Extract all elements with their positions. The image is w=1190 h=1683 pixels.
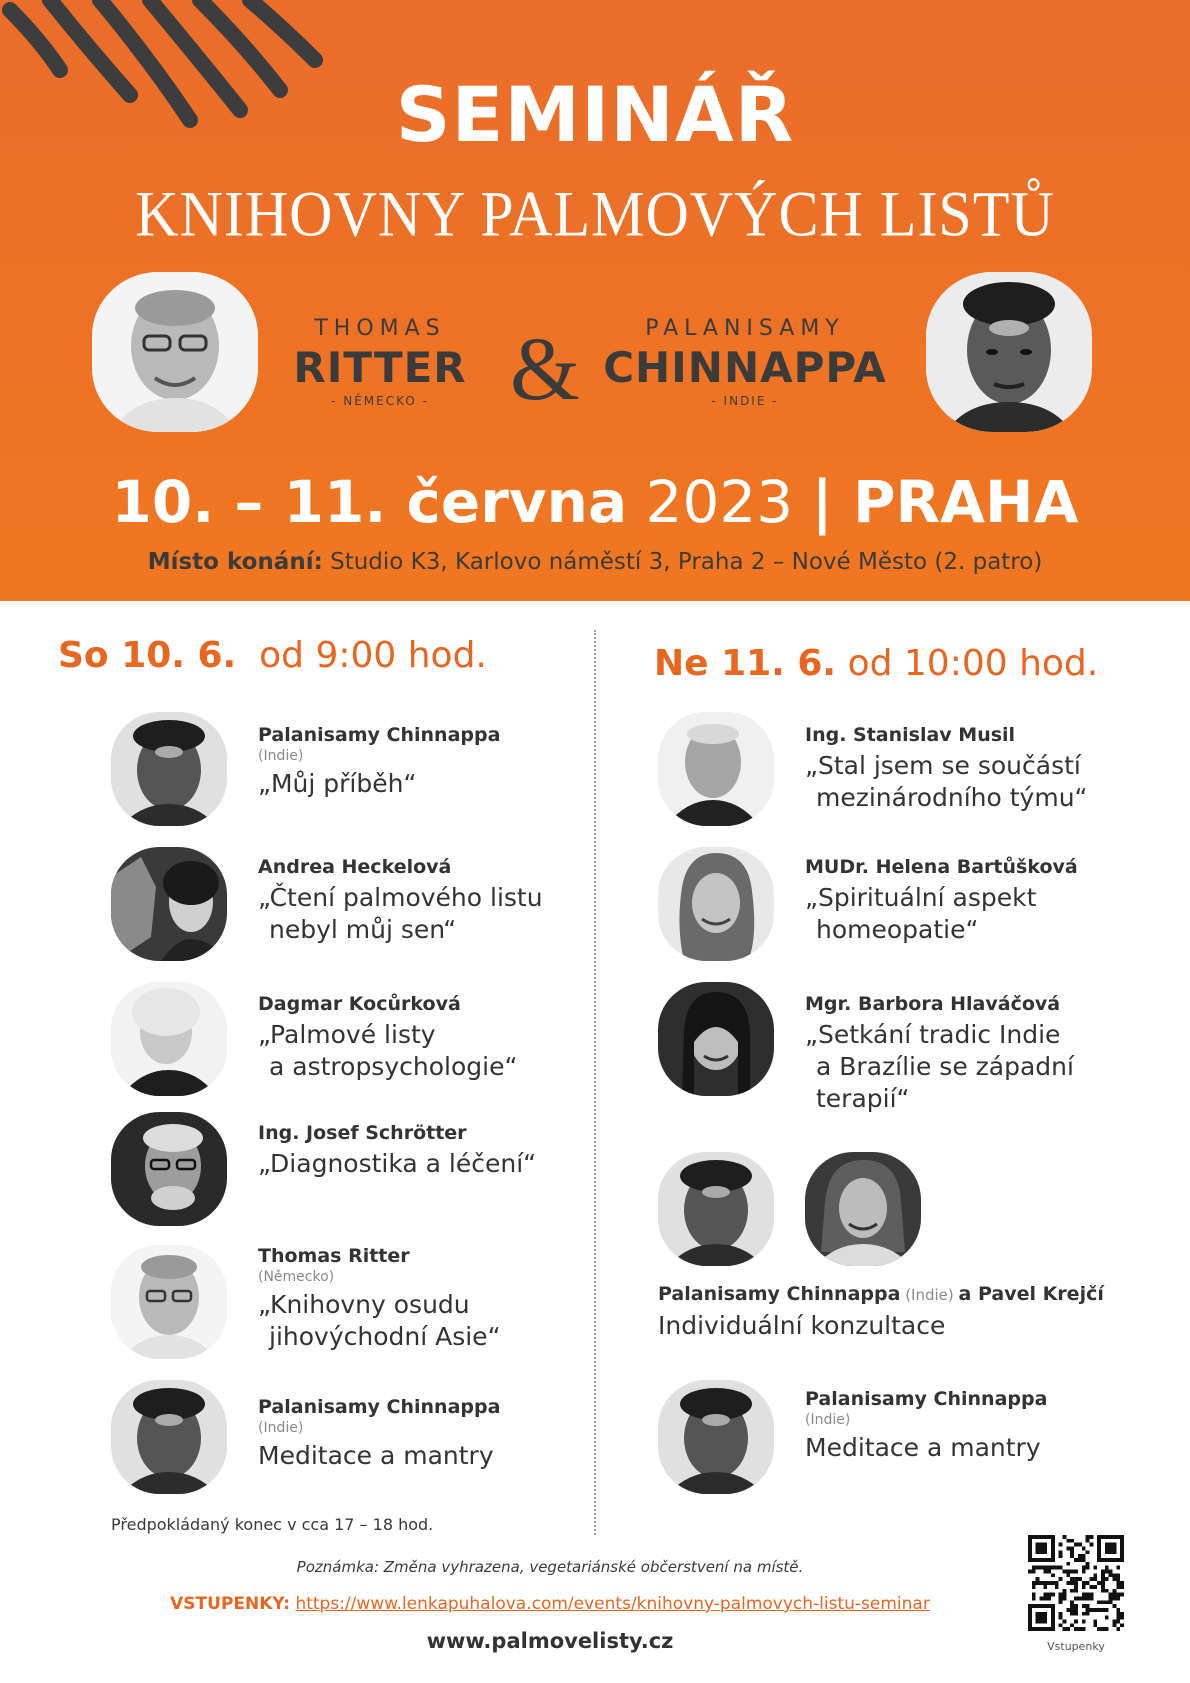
speaker-name: MUDr. Helena Bartůšková [805,856,1078,878]
talk-line-1: „Stal jsem se součástí [805,751,1081,780]
qr-label: Vstupenky [1047,1640,1105,1653]
person-photo-icon [111,1112,227,1226]
person-photo-icon [111,982,227,1096]
speaker-country: (Indie) [805,1412,851,1428]
saturday-time: od 9:00 hod. [259,635,487,676]
speaker-country: (Německo) [258,1269,335,1285]
entry-text [805,993,1074,1115]
speaker-avatar [111,1112,227,1226]
person-photo-icon [658,1152,774,1266]
talk-line-3: terapií“ [816,1084,910,1113]
qr-code-icon[interactable] [1028,1535,1124,1631]
column-divider [594,630,596,1535]
header-banner [0,0,1190,601]
portrait-palanisamy-chinnappa [926,272,1092,432]
speaker-avatar-krejci [805,1152,921,1266]
speaker-right-country: - INDIE - [711,394,779,408]
talk-line-1: Meditace a mantry [258,1441,494,1470]
talk-title [258,1148,536,1180]
venue [0,549,1190,575]
speaker-avatar [658,712,774,826]
speaker-right-first: PALANISAMY [645,316,845,341]
speaker-name: Palanisamy Chinnappa [805,1388,1048,1410]
pair-speakers [658,1283,1104,1305]
speaker-name: Dagmar Kocůrková [258,993,461,1015]
tickets-link[interactable]: https://www.lenkapuhalova.com/events/knihovny-palmovych-listu-seminar [295,1594,930,1614]
saturday-heading [58,635,487,676]
speaker-left-last: RITTER [293,343,467,392]
person-photo-icon [926,272,1092,432]
entry-text [805,1388,1047,1464]
talk-title [258,1019,517,1083]
date-city: PRAHA [853,468,1079,536]
speaker-avatar [658,847,774,961]
venue-value: Studio K3, Karlovo náměstí 3, Praha 2 – Nové Město (2. patro) [322,549,1043,575]
portrait-thomas-ritter [92,272,258,432]
speaker-name: Andrea Heckelová [258,856,452,878]
seminar-subtitle: KNIHOVNY PALMOVÝCH LISTŮ [135,178,1055,250]
talk-line-1: „Palmové listy [258,1020,436,1049]
person-photo-icon [658,847,774,961]
date-separator: | [811,468,853,536]
talk-line-2: jihovýchodní Asie“ [269,1322,501,1351]
pair-talk-title: Individuální konzultace [658,1311,946,1340]
speaker-name: Palanisamy Chinnappa [258,724,501,746]
talk-title [258,882,543,946]
tickets-label: VSTUPENKY: [170,1594,291,1614]
speaker-name: Mgr. Barbora Hlaváčová [805,993,1061,1015]
talk-title [258,1440,500,1472]
speaker-name: Ing. Stanislav Musil [805,724,1016,746]
person-photo-icon [658,982,774,1096]
venue-label: Místo konání: [147,549,323,575]
speaker-avatar [111,712,227,826]
speaker-left-first: THOMAS [314,316,446,341]
talk-line-2: homeopatie“ [816,915,979,944]
talk-line-1: „Diagnostika a léčení“ [258,1149,537,1178]
speaker-name: Palanisamy Chinnappa [258,1396,501,1418]
person-photo-icon [92,272,258,432]
sunday-day: Ne 11. 6. [654,643,837,684]
person-photo-icon [111,847,227,961]
speaker-avatar [111,847,227,961]
sunday-heading [654,643,1098,684]
sunday-time: od 10:00 hod. [847,643,1099,684]
speaker-country: (Indie) [258,1420,304,1436]
speaker-right [600,316,890,408]
person-photo-icon [111,712,227,826]
tickets-line [0,1594,1100,1614]
talk-line-2: nebyl můj sen“ [269,915,457,944]
person-photo-icon [111,1245,227,1359]
talk-line-1: „Čtení palmového listu [258,883,543,912]
website-link[interactable]: www.palmovelisty.cz [426,1629,674,1653]
entry-text [258,1396,500,1472]
date-year: 2023 [627,468,812,536]
ampersand: & [510,320,581,419]
speaker-name: Thomas Ritter [258,1245,410,1267]
speaker-left-country: - NĚMECKO - [331,394,429,408]
talk-line-1: „Spirituální aspekt [805,883,1037,912]
talk-title [805,882,1078,946]
talk-line-1: „Setkání tradic Indie [805,1020,1061,1049]
entry-text [258,724,500,800]
talk-line-2: a astropsychologie“ [269,1052,518,1081]
entry-text [258,1122,536,1180]
date-days: 10. – 11. června [111,468,628,536]
pair-country: (Indie) [900,1286,959,1304]
entry-text [258,856,543,946]
speaker-avatar [658,982,774,1096]
talk-title [258,1289,501,1353]
talk-line-1: „Můj příběh“ [258,769,417,798]
person-photo-icon [805,1152,921,1266]
end-note: Předpokládaný konec v cca 17 – 18 hod. [111,1515,434,1534]
entry-text [258,1245,501,1353]
pair-name-2: a Pavel Krejčí [958,1283,1104,1305]
speaker-avatar [111,982,227,1096]
saturday-day: So 10. 6. [58,635,237,676]
entry-text [805,856,1078,946]
speaker-avatar-chinnappa [658,1152,774,1266]
entry-text [258,993,517,1083]
entry-text [805,724,1087,814]
speaker-avatar [658,1380,774,1494]
speaker-left [280,316,480,408]
pair-name-1: Palanisamy Chinnappa [658,1283,901,1305]
talk-title [805,1019,1074,1115]
footer-note: Poznámka: Změna vyhrazena, vegetariánské občerstvení na místě. [296,1558,804,1576]
talk-title [805,750,1087,814]
talk-title [258,768,500,800]
talk-line-2: a Brazílie se západní [816,1052,1074,1081]
seminar-title: SEMINÁŘ [395,70,795,159]
person-photo-icon [658,1380,774,1494]
talk-title: Meditace a mantry [805,1433,1041,1462]
speaker-avatar [111,1380,227,1494]
talk-line-2: mezinárodního týmu“ [816,783,1088,812]
person-photo-icon [658,712,774,826]
speaker-avatar [111,1245,227,1359]
speaker-name: Ing. Josef Schrötter [258,1122,467,1144]
speaker-country: (Indie) [258,748,304,764]
talk-line-1: „Knihovny osudu [258,1290,470,1319]
person-photo-icon [111,1380,227,1494]
event-date [0,468,1190,536]
speaker-right-last: CHINNAPPA [603,343,887,392]
